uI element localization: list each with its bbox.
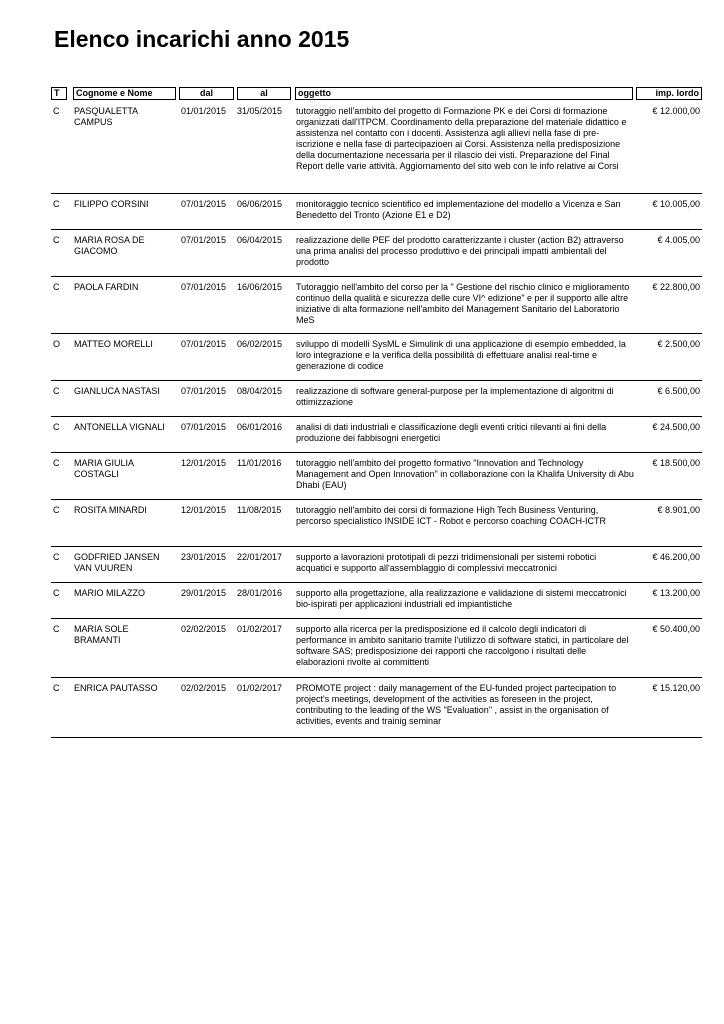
cell-al: 01/02/2017: [237, 683, 283, 693]
table-row: [51, 334, 702, 381]
cell-imp-lordo: € 15.120,00: [652, 683, 700, 693]
cell-oggetto: tutoraggio nell'ambito dei corsi di formazione High Tech Business Venturing, percorso specialistico INSIDE ICT - Robot e percorso coaching COACH-ICTR: [296, 505, 606, 526]
table-row: [51, 453, 702, 500]
cell-type: C: [53, 422, 60, 432]
cell-type: C: [53, 199, 60, 209]
cell-al: 06/04/2015: [237, 235, 283, 245]
cell-name: ANTONELLA VIGNALI: [74, 422, 165, 432]
assignments-table: [51, 87, 702, 738]
cell-imp-lordo: € 8.901,00: [657, 505, 700, 515]
cell-al: 06/01/2016: [237, 422, 283, 432]
cell-type: C: [53, 235, 60, 245]
cell-al: 06/02/2015: [237, 339, 283, 349]
cell-type: C: [53, 458, 60, 468]
cell-imp-lordo: € 46.200,00: [652, 552, 700, 562]
cell-dal: 07/01/2015: [181, 199, 227, 209]
cell-type: C: [53, 683, 60, 693]
cell-imp-lordo: € 10.005,00: [652, 199, 700, 209]
cell-type: C: [53, 386, 60, 396]
cell-imp-lordo: € 2.500,00: [657, 339, 700, 349]
cell-name: MATTEO MORELLI: [74, 339, 153, 349]
cell-name: PASQUALETTA CAMPUS: [74, 106, 138, 127]
cell-al: 11/01/2016: [237, 458, 282, 468]
cell-imp-lordo: € 22.800,00: [652, 282, 700, 292]
cell-dal: 01/01/2015: [181, 106, 227, 116]
cell-type: C: [53, 624, 60, 634]
cell-imp-lordo: € 12.000,00: [652, 106, 700, 116]
cell-dal: 07/01/2015: [181, 282, 227, 292]
cell-imp-lordo: € 50.400,00: [652, 624, 700, 634]
page-title: Elenco incarichi anno 2015: [54, 26, 350, 52]
cell-oggetto: supporto alla ricerca per la predisposizione ed il calcolo degli indicatori di performance in ambito sanitario tramite l'utilizzo di software statici, in particolare del software SAS; predisposizione dei rapporti che raccolgono i risultati delle elaborazioni rivolte ai committenti: [296, 624, 629, 667]
table-row: [51, 381, 702, 417]
cell-imp-lordo: € 13.200,00: [652, 588, 700, 598]
cell-al: 11/08/2015: [237, 505, 282, 515]
cell-dal: 12/01/2015: [181, 458, 227, 468]
cell-name: PAOLA FARDIN: [74, 282, 139, 292]
header-imp-lordo: imp. lordo: [636, 87, 702, 100]
cell-type: C: [53, 588, 60, 598]
cell-oggetto: realizzazione di software general-purpose per la implementazione di algoritmi di ottimizzazione: [296, 386, 614, 407]
header-al: al: [237, 87, 291, 100]
cell-dal: 07/01/2015: [181, 422, 227, 432]
cell-dal: 02/02/2015: [181, 624, 227, 634]
cell-name: FILIPPO CORSINI: [74, 199, 149, 209]
cell-type: C: [53, 282, 60, 292]
cell-oggetto: tutoraggio nell'ambito del progetto formativo "Innovation and Technology Management and Open Innovation" in collaborazione con la Khalifa University di Abu Dhabi (EAU): [296, 458, 634, 490]
cell-oggetto: Tutoraggio nell'ambito del corso per la " Gestione del rischio clinico e miglioramento continuo della qualità e sicurezza delle cure VI^ edizione" e per il supporto alle altre iniziative di alta formazione nell'ambito del Management Sanitario del Laboratorio MeS: [296, 282, 630, 325]
header-dal: dal: [179, 87, 234, 100]
cell-oggetto: monitoraggio tecnico scientifico ed implementazione del modello a Vicenza e San Benedetto del Tronto (Azione E1 e D2): [296, 199, 621, 220]
cell-imp-lordo: € 6.500,00: [657, 386, 700, 396]
table-row: [51, 230, 702, 277]
cell-name: MARIO MILAZZO: [74, 588, 146, 598]
cell-imp-lordo: € 24.500,00: [652, 422, 700, 432]
cell-al: 16/06/2015: [237, 282, 283, 292]
cell-al: 31/05/2015: [237, 106, 283, 116]
table-row: [51, 500, 702, 547]
cell-name: ENRICA PAUTASSO: [74, 683, 158, 693]
table-row: [51, 194, 702, 230]
cell-al: 22/01/2017: [237, 552, 283, 562]
header-t: T: [51, 87, 67, 100]
cell-name: MARIA ROSA DE GIACOMO: [74, 235, 145, 256]
cell-name: GODFRIED JANSEN VAN VUUREN: [74, 552, 160, 573]
cell-dal: 29/01/2015: [181, 588, 227, 598]
table-row: [51, 101, 702, 194]
cell-name: MARIA GIULIA COSTAGLI: [74, 458, 134, 479]
table-row: [51, 678, 702, 738]
cell-type: C: [53, 552, 60, 562]
cell-type: O: [53, 339, 61, 349]
cell-name: ROSITA MINARDI: [74, 505, 147, 515]
cell-dal: 23/01/2015: [181, 552, 227, 562]
table-body: [51, 101, 702, 738]
table-header: [51, 87, 702, 101]
cell-oggetto: analisi di dati industriali e classificazione degli eventi critici rilevanti ai fini della produzione dei fabbisogni energetici: [296, 422, 607, 443]
cell-name: MARIA SOLE BRAMANTI: [74, 624, 129, 645]
cell-oggetto: tutoraggio nell'ambito del progetto di Formazione PK e dei Corsi di formazione organizzati dall'ITPCM. Coordinamento della preparazione del materiale didattico e assistenza nel contatto con i docenti. Assistenza agli allievi nella fase di pre-iscrizione e nella fase di partecipazioen ai Corsi. Assistenza nella predisposizione della documentazione necessaria per il rilascio dei visti. Preparazione del Final Report delle varie attività. Aggiornamento del sito web con le info relative ai Corsi: [296, 106, 627, 171]
table-row: [51, 583, 702, 619]
cell-al: 08/04/2015: [237, 386, 283, 396]
cell-oggetto: supporto a lavorazioni prototipali di pezzi tridimensionali per sistemi robotici acquatici e supporto all'assemblaggio di complessivi meccatronici: [296, 552, 597, 573]
cell-type: C: [53, 106, 60, 116]
cell-dal: 07/01/2015: [181, 235, 227, 245]
table-row: [51, 277, 702, 334]
header-oggetto: oggetto: [295, 87, 633, 100]
cell-al: 06/06/2015: [237, 199, 283, 209]
cell-imp-lordo: € 4.005,00: [657, 235, 700, 245]
table-row: [51, 417, 702, 453]
cell-oggetto: PROMOTE project : daily management of the EU-funded project partecipation to project's meetings, development of the activities as foreseen in the project, contributing to the leading of the WS "Evaluation" , assist in the organisation of activities, events and trainig seminar: [296, 683, 617, 726]
cell-imp-lordo: € 18.500,00: [652, 458, 700, 468]
cell-al: 28/01/2016: [237, 588, 283, 598]
table-row: [51, 619, 702, 678]
cell-dal: 02/02/2015: [181, 683, 227, 693]
cell-dal: 07/01/2015: [181, 339, 227, 349]
cell-oggetto: sviluppo di modelli SysML e Simulink di una applicazione di esempio embedded, la loro integrazione e la verifica della possibilità di effettuare analisi real-time e generazione di codice: [296, 339, 626, 371]
cell-dal: 12/01/2015: [181, 505, 227, 515]
cell-oggetto: realizzazione delle PEF del prodotto caratterizzante i cluster (action B2) attraverso una prima analisi del processo produttivo e dei principali impatti ambientali del prodotto: [296, 235, 624, 267]
cell-dal: 07/01/2015: [181, 386, 227, 396]
header-name: Cognome e Nome: [73, 87, 176, 100]
cell-type: C: [53, 505, 60, 515]
table-row: [51, 547, 702, 583]
cell-al: 01/02/2017: [237, 624, 283, 634]
cell-name: GIANLUCA NASTASI: [74, 386, 160, 396]
cell-oggetto: supporto alla progettazione, alla realizzazione e validazione di sistemi meccatronici bio-ispirati per applicazioni industriali ed impiantistiche: [296, 588, 627, 609]
